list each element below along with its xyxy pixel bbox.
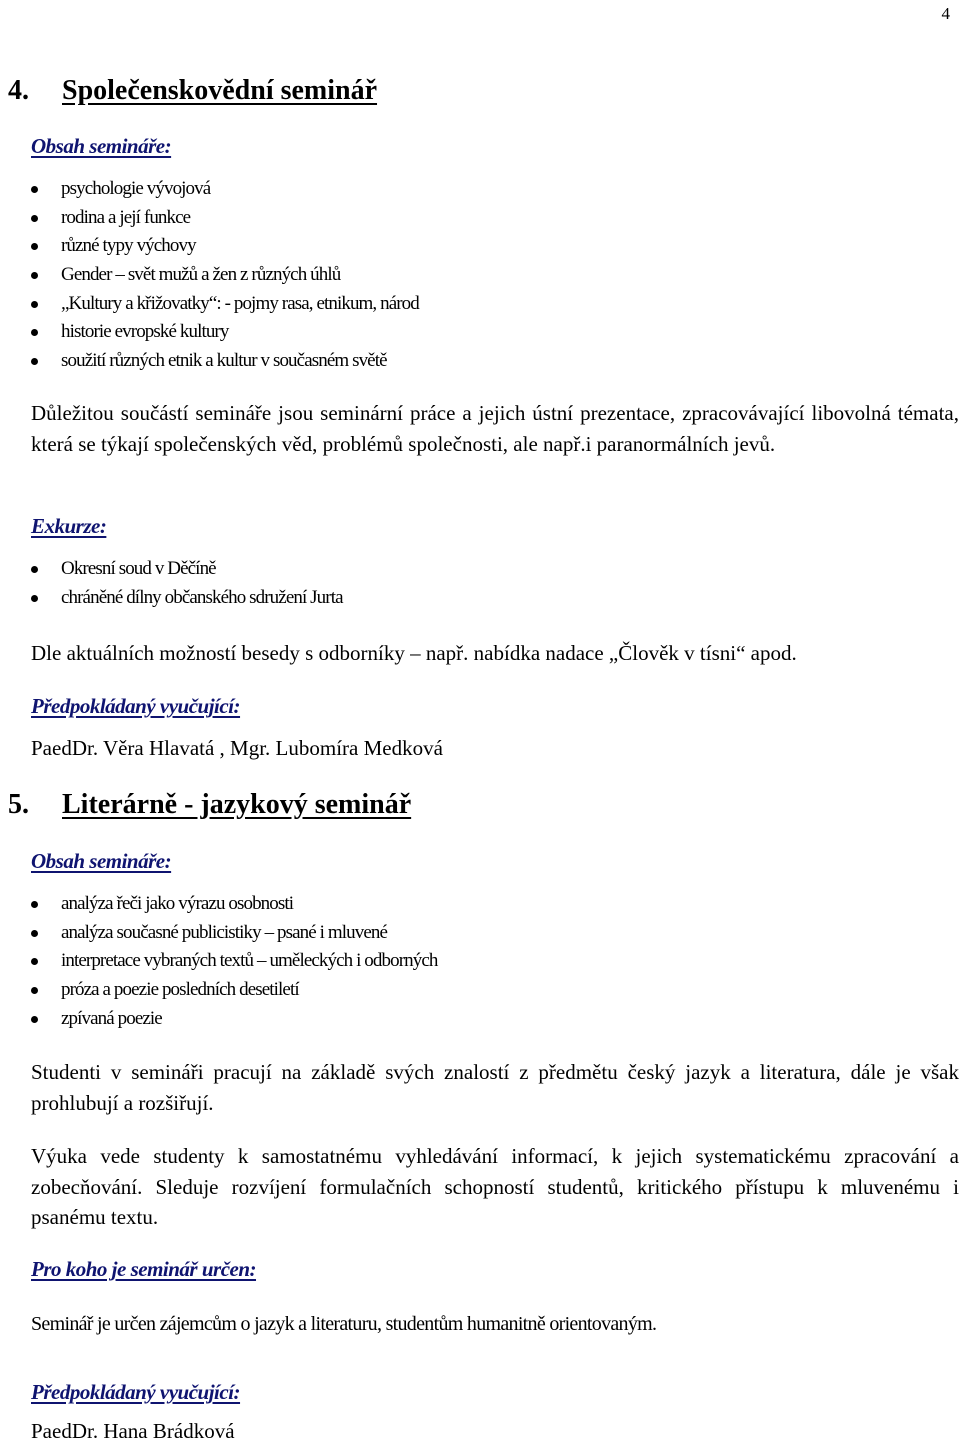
section4-content-heading: Obsah semináře: [31,134,172,158]
section5-content-heading: Obsah semináře: [31,849,172,873]
bullet-icon [31,272,38,279]
section5-paragraph2: Výuka vede studenty k samostatnému vyhledávání informací, k jejich systematickému zpracování a zobecňování. Sleduje rozvíjení formulačních schopností studentů, kritického přístupu k mluvenému i psanému textu. [31,1144,959,1229]
bullet-icon [31,301,38,308]
section4-excursions-note: Dle aktuálních možností besedy s odborníky – např. nabídka nadace „Člověk v tísni“ apod. [31,641,797,665]
section4-title: Společenskovědní seminář [62,75,378,106]
bullet-icon [31,243,38,250]
section4-teacher: PaedDr. Věra Hlavatá , Mgr. Lubomíra Medková [31,736,443,760]
list-item: analýza řeči jako výrazu osobnosti [0,890,437,919]
list-item: psychologie vývojová [0,175,419,204]
bullet-icon [31,930,38,937]
section5-title: Literárně - jazykový seminář [62,789,412,820]
bullet-icon [31,329,38,336]
section4-number: 4. [8,75,29,106]
bullet-icon [31,958,38,965]
list-item: historie evropské kultury [0,318,419,347]
section4-excursions-heading: Exkurze: [31,514,107,538]
list-item: různé typy výchovy [0,232,419,261]
page-number: 4 [941,4,950,23]
list-item: zpívaná poezie [0,1005,437,1034]
bullet-icon [31,1016,38,1023]
list-item: analýza současné publicistiky – psané i mluvené [0,919,437,948]
bullet-icon [31,566,38,573]
section4-excursions-list [0,555,343,612]
section4-paragraph: Důležitou součástí semináře jsou seminární práce a jejich ústní prezentace, zpracovávající libovolná témata, která se týkají společenských věd, problémů společnosti, ale např.i paranormálních jevů. [31,401,959,456]
list-item: próza a poezie posledních desetiletí [0,976,437,1005]
bullet-icon [31,595,38,602]
section5-audience-heading: Pro koho je seminář určen: [31,1257,257,1281]
section5-teacher-heading: Předpokládaný vyučující: [31,1380,241,1404]
list-item: Okresní soud v Děčíně [0,555,343,584]
bullet-icon [31,901,38,908]
section4-teacher-heading: Předpokládaný vyučující: [31,694,241,718]
list-item: interpretace vybraných textů – uměleckých i odborných [0,947,437,976]
section4-content-list [0,175,419,376]
section5-paragraph1: Studenti v semináři pracují na základě svých znalostí z předmětu český jazyk a literatura, dále je však prohlubují a rozšiřují. [31,1060,959,1115]
bullet-icon [31,186,38,193]
list-item: chráněné dílny občanského sdružení Jurta [0,584,343,613]
list-item: rodina a její funkce [0,204,419,233]
section5-teacher: PaedDr. Hana Brádková [31,1419,235,1443]
section5-content-list [0,890,437,1033]
section5-number: 5. [8,789,29,820]
bullet-icon [31,358,38,365]
list-item: Gender – svět mužů a žen z různých úhlů [0,261,419,290]
bullet-icon [31,215,38,222]
section5-audience: Seminář je určen zájemcům o jazyk a literaturu, studentům humanitně orientovaným. [31,1313,657,1335]
list-item: soužití různých etnik a kultur v současném světě [0,347,419,376]
list-item: „Kultury a křižovatky“: - pojmy rasa, etnikum, národ [0,290,419,319]
bullet-icon [31,987,38,994]
